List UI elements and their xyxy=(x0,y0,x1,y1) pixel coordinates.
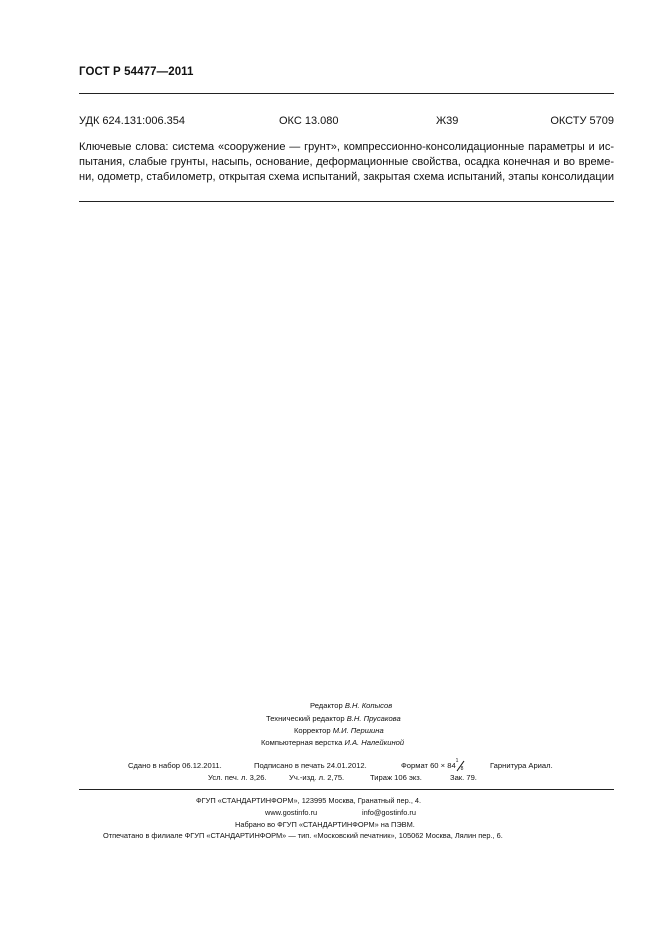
format-num: 84 xyxy=(447,761,456,770)
print-sheets: Усл. печ. л. 3,26. xyxy=(208,773,267,782)
header-divider xyxy=(79,93,614,94)
okstu-code: ОКСТУ 5709 xyxy=(550,115,614,127)
keywords-line-1: Ключевые слова: система «сооружение — грунт», компрессионно-консолидационные параметры и ис- xyxy=(79,141,614,153)
standard-number: ГОСТ Р 54477—2011 xyxy=(79,66,194,78)
editor-row xyxy=(310,700,392,713)
keywords-paragraph xyxy=(79,140,614,185)
zh-code: Ж39 xyxy=(436,115,459,127)
layout-label: Компьютерная верстка xyxy=(261,738,343,747)
keywords-line-2: пытания, слабые грунты, насыпь, основание, деформационные свойства, осадка конечная и во време- xyxy=(79,156,614,168)
editor-label: Редактор xyxy=(310,701,343,710)
credits-block xyxy=(0,700,661,760)
fraction-denominator: 8 xyxy=(460,766,464,772)
editor-name: В.Н. Копысов xyxy=(344,701,393,710)
corrector-row xyxy=(294,725,384,738)
publisher-address: ФГУП «СТАНДАРТИНФОРМ», 123995 Москва, Гранатный пер., 4. xyxy=(196,796,422,805)
fraction-numerator: 1 xyxy=(455,758,459,764)
printing-info: Отпечатано в филиале ФГУП «СТАНДАРТИНФОРМ» — тип. «Московский печатник», 105062 Москва, Лялин пер., 6. xyxy=(103,831,503,840)
layout-row xyxy=(261,737,404,750)
corrector-name: М.И. Першина xyxy=(332,726,384,735)
format-prefix: Формат 60 xyxy=(401,761,439,770)
corrector-label: Корректор xyxy=(294,726,331,735)
publisher-footer xyxy=(0,796,661,846)
publisher-email[interactable]: info@gostinfo.ru xyxy=(362,808,416,817)
tech-editor-name: В.Н. Прусакова xyxy=(346,714,401,723)
oks-code: ОКС 13.080 xyxy=(279,115,339,127)
publisher-website[interactable]: www.gostinfo.ru xyxy=(265,808,318,817)
submitted-date: Сдано в набор 06.12.2011. xyxy=(128,761,222,770)
keywords-line-3: ни, одометр, стабилометр, открытая схема испытаний, закрытая схема испытаний, этапы консолидации xyxy=(79,171,614,183)
copies: Тираж 106 экз. xyxy=(370,773,422,782)
format-fraction xyxy=(455,758,465,772)
edition-sheets: Уч.-изд. л. 2,75. xyxy=(289,773,345,782)
tech-editor-label: Технический редактор xyxy=(266,714,345,723)
format-times: × xyxy=(440,761,446,770)
keywords-divider xyxy=(79,201,614,202)
typeset-info: Набрано во ФГУП «СТАНДАРТИНФОРМ» на ПЭВМ. xyxy=(235,820,415,829)
layout-name: И.А. Налейкиной xyxy=(344,738,405,747)
udk-code: УДК 624.131:006.354 xyxy=(79,115,185,127)
paper-format xyxy=(401,758,464,772)
typeface: Гарнитура Ариал. xyxy=(490,761,553,770)
publication-info xyxy=(0,758,661,791)
tech-editor-row xyxy=(266,713,401,726)
signed-date: Подписано в печать 24.01.2012. xyxy=(254,761,367,770)
order-number: Зак. 79. xyxy=(450,773,477,782)
footer-divider xyxy=(79,789,614,790)
